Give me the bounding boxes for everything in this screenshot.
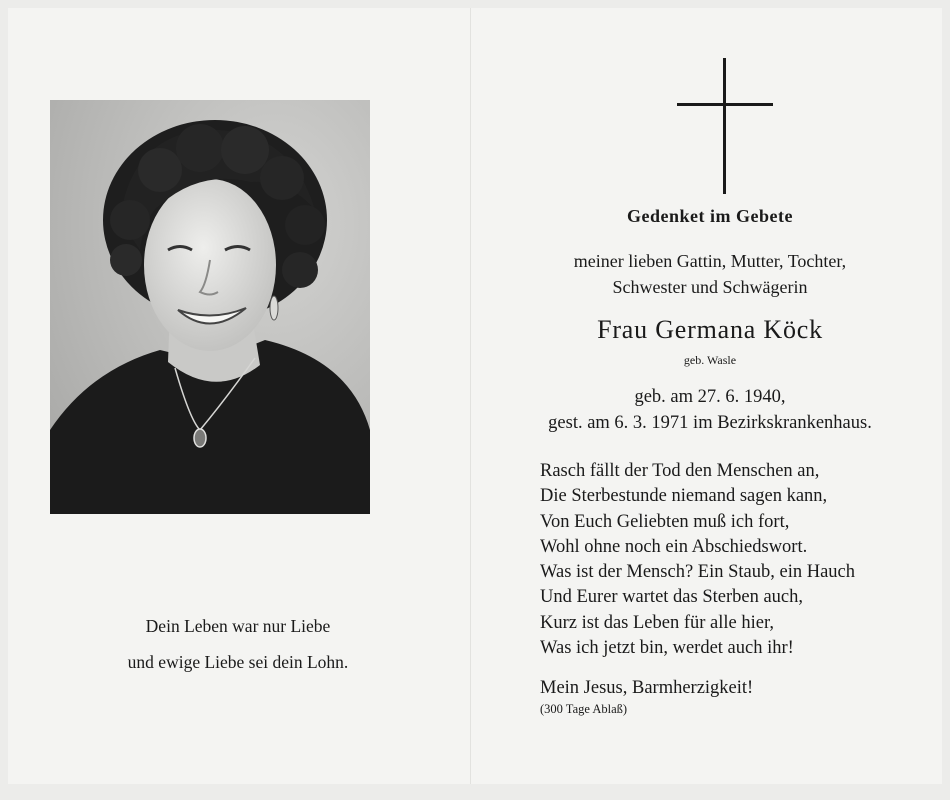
relation-line: Schwester und Schwägerin xyxy=(612,277,808,297)
quote-line: und ewige Liebe sei dein Lohn. xyxy=(127,652,349,672)
poem-line: Rasch fällt der Tod den Menschen an, xyxy=(540,461,820,481)
poem-line: Kurz ist das Leben für alle hier, xyxy=(540,612,775,633)
deceased-name: Frau Germana Köck xyxy=(597,315,823,344)
death-date: gest. am 6. 3. 1971 im Bezirkskrankenhaus. xyxy=(548,413,872,433)
left-quote xyxy=(38,608,438,680)
card-fold-line xyxy=(470,8,471,784)
poem-line: Und Eurer wartet das Sterben auch, xyxy=(540,587,804,608)
portrait-photo xyxy=(50,100,370,514)
poem-line: Von Euch Geliebten muß ich fort, xyxy=(540,511,790,532)
quote-line: Dein Leben war nur Liebe xyxy=(145,616,331,636)
portrait-illustration xyxy=(50,100,370,514)
poem xyxy=(540,459,940,661)
poem-line: Was ich jetzt bin, werdet auch ihr! xyxy=(540,638,794,659)
indulgence-note: (300 Tage Ablaß) xyxy=(540,702,628,716)
cross-icon xyxy=(677,58,773,194)
poem-line: Was ist der Mensch? Ein Staub, ein Hauch xyxy=(540,562,855,583)
heading: Gedenket im Gebete xyxy=(627,206,793,226)
dates xyxy=(478,384,942,436)
memorial-card xyxy=(8,8,942,784)
maiden-name: geb. Wasle xyxy=(683,353,737,367)
relation-line: meiner lieben Gattin, Mutter, Tochter, xyxy=(573,251,847,271)
prayer: Mein Jesus, Barmherzigkeit! xyxy=(540,678,754,698)
relation-text xyxy=(478,248,942,300)
birth-date: geb. am 27. 6. 1940, xyxy=(634,387,786,407)
poem-line: Wohl ohne noch ein Abschiedswort. xyxy=(540,536,808,557)
poem-line: Die Sterbestunde niemand sagen kann, xyxy=(540,486,828,507)
